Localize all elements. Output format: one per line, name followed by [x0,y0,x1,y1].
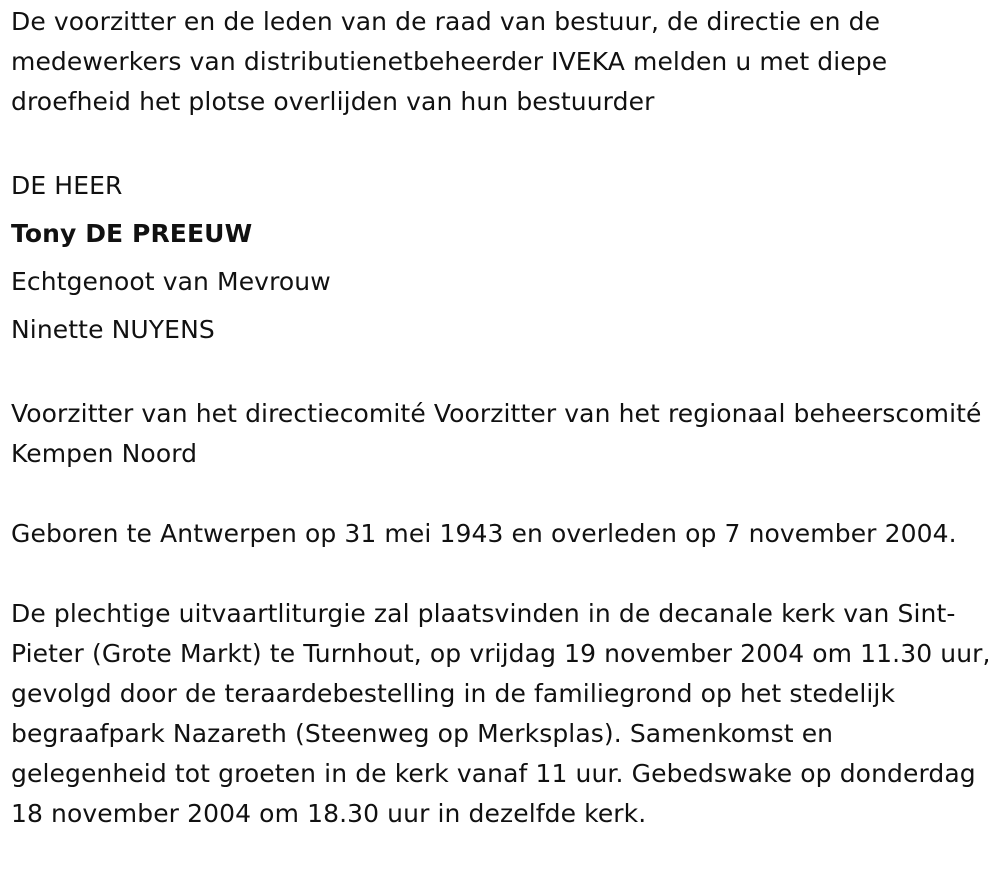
spouse-line-2: Ninette NUYENS [11,315,215,344]
salutation: DE HEER [11,171,123,200]
obituary-notice [11,2,991,834]
spouse-line-1: Echtgenoot van Mevrouw [11,267,331,296]
intro-paragraph: De voorzitter en de leden van de raad van bestuur, de directie en de medewerkers van distributienetbeheerder IVEKA melden u met diepe droefheid het plotse overlijden van hun bestuurder [11,7,888,116]
deceased-name: Tony DE PREEUW [11,219,253,248]
funeral-paragraph: De plechtige uitvaartliturgie zal plaatsvinden in de decanale kerk van Sint-Pieter (Grote Markt) te Turnhout, op vrijdag 19 november 2004 om 11.30 uur, gevolgd door de teraardebestelling in de familiegrond op het stedelijk begraafpark Nazareth (Steenweg op Merksplas). Samenkomst en gelegenheid tot groeten in de kerk vanaf 11 uur. Gebedswake op donderdag 18 november 2004 om 18.30 uur in dezelfde kerk. [11,599,991,828]
birth-death-paragraph: Geboren te Antwerpen op 31 mei 1943 en overleden op 7 november 2004. [11,519,957,548]
roles-paragraph: Voorzitter van het directiecomité Voorzitter van het regionaal beheerscomité Kempen Noord [11,399,982,468]
